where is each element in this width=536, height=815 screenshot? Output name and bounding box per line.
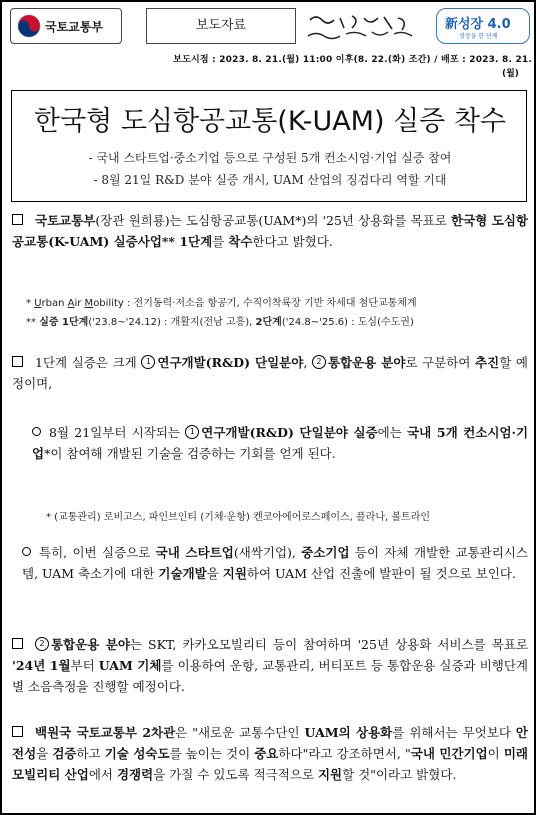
taeguk-icon — [17, 14, 41, 38]
fn1-t3: obility : 전기동력·저소음 항공기, 수직이착륙장 기반 차세대 첨단교통체계 — [93, 298, 417, 309]
p6-text-f: 을 — [36, 746, 53, 761]
p5-aircraft: UAM 기체 — [98, 658, 162, 673]
circle-bullet-icon — [22, 547, 31, 556]
p6-vice-minister: 백원국 국토교통부 2차관 — [35, 725, 176, 740]
p6-important: 중요 — [254, 746, 279, 761]
embargo-line — [122, 52, 532, 65]
header — [10, 8, 530, 48]
p5-text-d: 부터 — [70, 658, 99, 673]
p6-text-j: 를 높이는 것이 — [169, 746, 255, 761]
p2-text-a: 1단계 실증은 크게 — [35, 355, 142, 370]
fn1-u: U — [34, 298, 42, 309]
p6-text-h: 하고 — [76, 746, 105, 761]
p3-text-a: 8월 21일부터 시작되는 — [49, 425, 186, 440]
embargo-line-2: (월) — [502, 69, 519, 79]
p6-text-r: 을 가질 수 있도록 적극적으로 — [153, 767, 318, 782]
fn2-text-d: ('24.8~'25.6) : 도심(수도권) — [281, 317, 414, 328]
p1-ministry: 국토교통부 — [35, 213, 96, 228]
p6-support: 지원 — [317, 767, 343, 782]
fn1-star: * — [26, 298, 35, 309]
p5-text-f: 를 이용하여 운항, 교통관리, 버티포트 등 통합운용 실증과 비행단계별 소음측정을 진행할 예정이다. — [12, 658, 529, 694]
p6-text-p: 에서 — [88, 767, 117, 782]
fn1-t1: rban — [41, 298, 68, 309]
p2-text-c: , — [303, 355, 312, 370]
ministry-name: 국토교통부 — [45, 20, 103, 34]
p5-text-b: 는 SKT, 카카오모빌리티 등이 참여하며 '25년 상용화 서비스를 목표로 — [129, 637, 528, 652]
p3-text-e: *이 참여해 개발된 기술을 검증하는 기회를 얻게 된다. — [44, 446, 336, 461]
p6-commercial: UAM의 상용화 — [304, 725, 393, 740]
p6-private: 국내 민간기업 — [410, 746, 488, 761]
p1-text-d: 를 — [212, 234, 229, 249]
p4-support: 지원 — [222, 566, 247, 581]
p4-text-e: 등이 자체 개발한 교통관리시스템, UAM 축소기에 대한 — [22, 545, 528, 581]
p3-rnd: 연구개발(R&D) 단일분야 실증 — [201, 425, 378, 440]
p4-startup: 국내 스타트업 — [155, 545, 234, 560]
p6-verify: 검증 — [52, 746, 77, 761]
square-bullet-icon — [12, 638, 23, 649]
p5-integrated: 통합운용 분야 — [51, 637, 130, 652]
p6-mobility: 미래 모빌리티 산업 — [12, 746, 528, 782]
p2-text-g: 할 예정이며, — [12, 355, 528, 391]
doc-type-label: 보도자료 — [146, 8, 296, 44]
p1-project: 한국형 도심항공교통(K-UAM) 실증사업** 1단계 — [12, 213, 528, 249]
p4-tech: 기술개발 — [158, 566, 207, 581]
subtitle-1: - 국내 스타트업·중소기업 등으로 구성된 5개 컨소시엄·기업 실증 참여 — [88, 151, 452, 165]
p2-text-e: 로 구분하여 — [405, 355, 476, 370]
growth-label: 新성장 4.0 — [445, 17, 511, 32]
circled-number-2: 2 — [35, 637, 49, 651]
p4-text-a: 특히, 이번 실증으로 — [39, 545, 156, 560]
p4-text-g: 을 — [206, 566, 223, 581]
embargo-text: 보도시점 : 2023. 8. 21.(월) 11:00 이후(8. 22.(화) 조간) / 배포 : 2023. 8. 21. — [173, 55, 532, 65]
page-title: 한국형 도심항공교통(K-UAM) 실증 착수 — [33, 106, 507, 137]
p1-text-b: (장관 원희룡)는 도심항공교통(UAM*)의 '25년 상용화를 목표로 — [95, 213, 451, 228]
p6-text-b: 은 "새로운 교통수단인 — [175, 725, 305, 740]
footnote-companies: * (교통관리) 로비고스, 파인브인티 (기체·운항) 켄코아에어로스페이스, 플라나, 볼트라인 — [46, 512, 431, 523]
p2-proceed: 추진 — [475, 355, 500, 370]
growth-sub: 성장을 한 단계 — [459, 33, 498, 40]
p1-text-f: 한다고 밝혔다. — [252, 234, 333, 249]
p4-sme: 중소기업 — [301, 545, 350, 560]
p3-text-c: 에는 — [377, 425, 408, 440]
square-bullet-icon — [12, 214, 23, 225]
ministry-logo — [10, 8, 122, 44]
fn1-m: M — [84, 298, 94, 309]
p3-consortia: 국내 5개 컨소시엄·기업 — [32, 425, 529, 461]
title-box — [11, 90, 527, 202]
p6-text-l: 하다"라고 강조하면서, " — [278, 746, 411, 761]
circled-number-1: 1 — [185, 425, 199, 439]
slogan — [300, 8, 432, 44]
subtitle-2: - 8월 21일 R&D 분야 실증 개시, UAM 산업의 징검다리 역할 기대 — [93, 173, 447, 187]
paragraph-5 — [12, 634, 528, 697]
p2-integrated: 통합운용 분야 — [327, 355, 406, 370]
p1-launch: 착수 — [228, 234, 253, 249]
fn2-text-b: ('23.8~'24.12) : 개활지(전남 고흥), — [88, 317, 256, 328]
p2-rnd: 연구개발(R&D) 단일분야 — [157, 355, 304, 370]
p4-text-i: 하여 UAM 산업 진출에 발판이 될 것으로 보인다. — [246, 566, 516, 581]
p6-competitive: 경쟁력 — [116, 767, 154, 782]
p6-safety: 안전성 — [12, 725, 528, 761]
growth-badge — [436, 8, 530, 44]
paragraph-4 — [22, 542, 528, 584]
footnote-uam — [26, 294, 526, 309]
circle-bullet-icon — [32, 427, 41, 436]
p5-date: '24년 1월 — [12, 658, 71, 673]
circled-number-2: 2 — [312, 355, 326, 369]
p6-maturity: 기술 성숙도 — [104, 746, 170, 761]
p4-text-c: (새싹기업), — [233, 545, 302, 560]
p6-text-t: 할 것"이라고 밝혔다. — [342, 767, 457, 782]
paragraph-1 — [12, 210, 528, 252]
p6-text-n: 이 — [487, 746, 504, 761]
slogan-calligraphy-image — [300, 8, 432, 44]
paragraph-6 — [12, 722, 528, 785]
fn1-a: A — [67, 298, 75, 309]
p6-text-d: 를 위해서는 무엇보다 — [392, 725, 516, 740]
footnote-stages — [26, 313, 526, 328]
square-bullet-icon — [12, 726, 23, 737]
paragraph-2 — [12, 352, 528, 394]
fn2-stage2: 2단계 — [255, 317, 282, 328]
fn2-star: ** — [26, 317, 40, 328]
square-bullet-icon — [12, 356, 23, 367]
circled-number-1: 1 — [141, 355, 155, 369]
fn1-t2: ir — [74, 298, 85, 309]
fn2-stage1: 실증 1단계 — [39, 317, 89, 328]
paragraph-3 — [32, 422, 528, 464]
